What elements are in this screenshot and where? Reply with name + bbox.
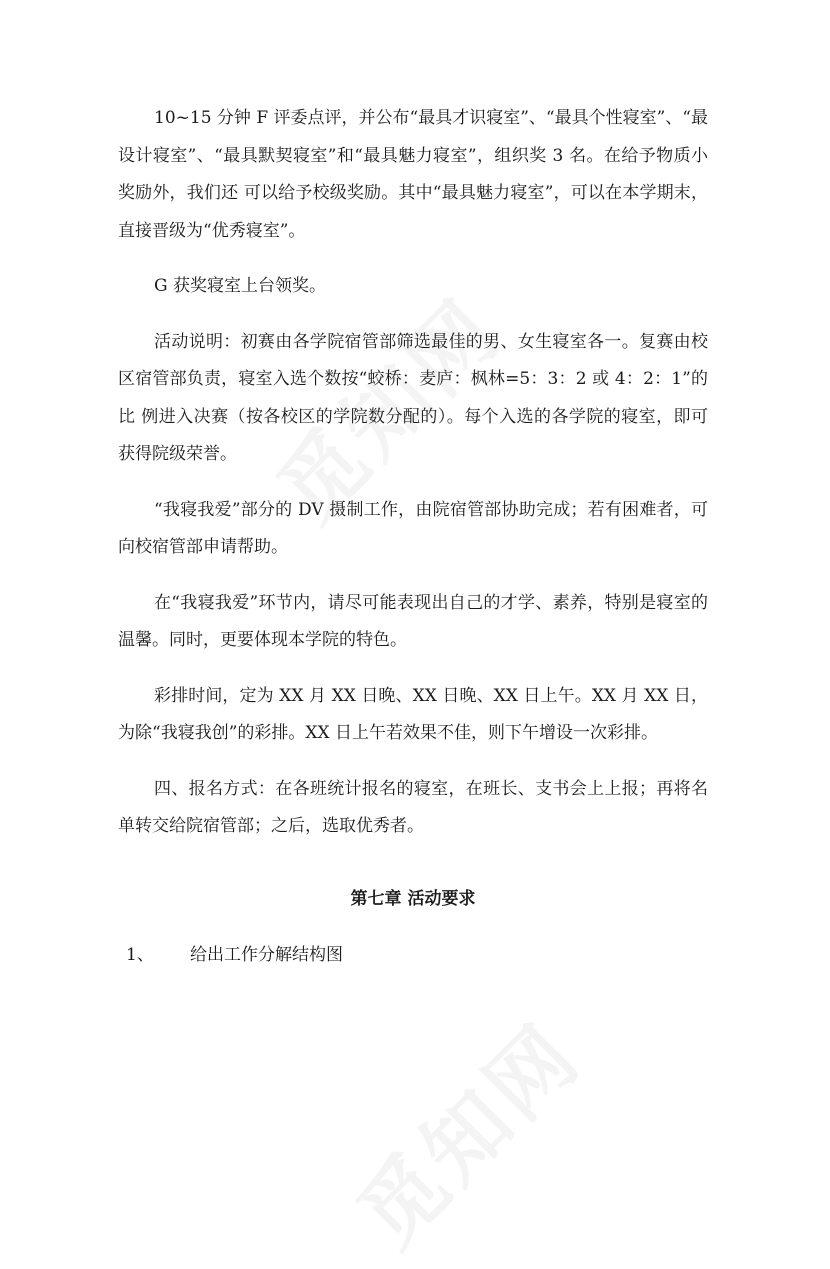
paragraph-registration: 四、报名方式：在各班统计报名的寝室，在班长、支书会上上报；再将名单转交给院宿管部；之后，选取优秀者。	[118, 778, 708, 836]
paragraph-rehearsal-schedule: 彩排时间，定为 XX 月 XX 日晚、XX 日晚、XX 日上午。XX 月 XX 日，为除“我寝我创”的彩排。XX 日上午若效果不佳，则下午增设一次彩排。	[118, 685, 708, 743]
list-item-number: 1、	[126, 944, 154, 965]
list-item-text: 给出工作分解结构图	[190, 944, 343, 965]
paragraph-award-ceremony: G 获奖寝室上台领奖。	[154, 276, 326, 296]
watermark	[327, 992, 603, 1268]
paragraph-activity-notes: 活动说明：初赛由各学院宿管部筛选最佳的男、女生寝室各一。复赛由校区宿管部负责，寝室入选个数按“蛟桥：麦庐：枫林=5：3：2 或 4：2：1”的比 例进入决赛（按各校区的学院数分配的）。每个入选的各学院的寝室，即可获得院级荣誉。	[118, 331, 708, 464]
chapter-heading: 第七章 活动要求	[350, 888, 476, 909]
document-body	[118, 100, 708, 974]
paragraph-dv-filming: “我寝我爱”部分的 DV 摄制工作，由院宿管部协助完成；若有困难者，可向校宿管部申请帮助。	[118, 499, 708, 557]
list-item	[126, 937, 708, 974]
paragraph-awards: 10~15 分钟 F 评委点评，并公布“最具才识寝室”、“最具个性寝室”、“最设计寝室”、“最具默契寝室”和“最具魅力寝室”，组织奖 3 名。在给予物质小奖励外，我们还 可以给予校级奖励。其中“最具魅力寝室”，可以在本学期末，直接晋级为“优秀寝室”。	[118, 108, 708, 241]
paragraph-performance-tips: 在“我寝我爱”环节内，请尽可能表现出自己的才学、素养，特别是寝室的温馨。同时，更要体现本学院的特色。	[118, 592, 708, 650]
